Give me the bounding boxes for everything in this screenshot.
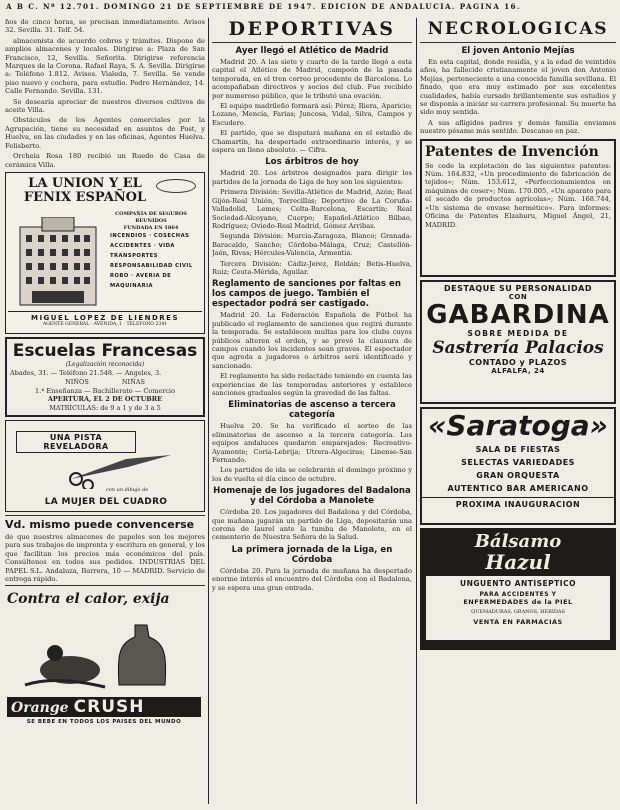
classified-text: Obstáculos de los Agentes comerciales por la Agrupación, tiene su necesidad en asuntos de Post, y Huelva, en las ciudades y en las oficinas, Agentes Huelva. Felisberto.: [5, 116, 205, 150]
ad-line: NIÑOS NIÑAS: [65, 378, 145, 387]
ad-line: CONTADO y PLAZOS: [468, 357, 568, 367]
article-headline: La primera jornada de la Liga, en Córdoba: [231, 544, 393, 565]
classified-text: Se desearía apreciar de nuestros diversos cultivos de aceite Villa.: [5, 97, 205, 115]
article-text: Huelva 20. Se ha verificado el sorteo de las eliminatorias de ascenso a la tercera categoría. Los equipos andaluces quedaron emparejados: Recreativo-Ayamonte; Coria-Lebrija; Utrera-Algeciras; Linense-San Fernando.: [212, 422, 412, 465]
ad-title: Patentes de Invención: [425, 143, 599, 160]
classified-text: Orchela Rosa 180 recibió un Ruedo de Casa de cerámica Villa.: [5, 152, 205, 169]
article-text: Córdoba 20. Para la jornada de mañana ha despertado enorme interés el encuentro del Córdoba con el Badalona, y se espera una gran entrada.: [212, 566, 412, 592]
brand-banner: [7, 697, 201, 717]
agent-address: AGENTE GENERAL · AVENIDA, 1 · TELEFONO 2341: [42, 321, 168, 327]
balsamo-hazul-ad: [420, 528, 616, 650]
ad-brand: Hazul: [485, 549, 551, 574]
ad-line: PARA ACCIDENTES Y: [479, 590, 557, 598]
column-left: [5, 18, 205, 732]
ad-line: SOBRE MEDIDA DE: [467, 328, 569, 338]
ad-byline: con un dibujo de: [106, 486, 149, 493]
service-line: INCENDIOS · COSECHAS: [110, 232, 190, 239]
classified-text: almacenista de acuerdo cobros y trámites. Dispone de amplios almacenes y locales. Dirigirse a: Plaza de San Francisco, 12, Sevilla. Señorita. Dirigirse referencia Marques de la Corona. Rafael Raya, S. A. Sevilla. Dirigirse a: Teléfono 1.812. Avisos. Vialeda, 7. Sevilla. Se vende piso nuevo y cochera, para estudio. Pedro Hernández, 14. Calle Fernando. Sevilla. 131.: [5, 36, 205, 96]
article-text: Madrid 20. Los árbitros designados para dirigir los partidos de la jornada de Liga de hoy son los siguientes:: [212, 169, 412, 186]
ad-line: DESTAQUE SU PERSONALIDAD: [444, 283, 592, 293]
article-headline: Reglamento de sanciones por faltas en los campos de juego. También el espectador podrá ser castigado.: [212, 279, 401, 310]
service-line: TRANSPORTES: [110, 252, 158, 259]
gabardina-ad: [420, 280, 616, 404]
article-text: Madrid 20. A las siete y cuarto de la tarde llegó a esta capital el Atlético de Madrid, campeón de la pasada temporada, en el tren correo procedente de Barcelona. Lo acompañaban directivos y socios del club. Fue recibido por numeroso público, que le tributó una ovación.: [212, 58, 412, 100]
ad-address: ALFALFA, 24: [491, 366, 545, 375]
ad-body: Se cede la explotación de las siguientes patentes: Núm. 164.832, «Un procedimiento de fabricación de tejidos»; Núm. 153.612, «Perfeccionamientos en máquinas de coser»; Núm. 170.005, «Un aparato para el secado de productos agrícolas»; Núm. 168.744, «Un sistema de envase hermético». Para informes: Oficina de Patentes Elzaburu, Miguel Ángel, 21, MADRID.: [425, 161, 611, 229]
ad-line: ENFERMEDADES de la PIEL: [463, 597, 573, 606]
brand-name: CRUSH: [73, 697, 145, 718]
article-text: El equipo madrileño formará así: Pérez; Riera, Aparicio; Lozano, Mencía, Farias; Juncosa, Vidal, Silva, Campos y Escudero.: [212, 102, 412, 127]
brand-name: Orange: [11, 700, 69, 717]
article-headline: Eliminatorias de ascenso a tercera categoría: [228, 400, 396, 421]
ad-line: SELECTAS VARIEDADES: [461, 457, 575, 467]
agent-name: MIGUEL LOPEZ DE LIENDRES: [30, 313, 180, 322]
column-divider: [208, 18, 209, 804]
article-text: Tercera División: Cádiz-Jerez, Roldán; Betis-Huelva, Ruiz; Ceuta-Mérida, Aguilar.: [212, 259, 412, 276]
article-text: Los partidos de ida se celebrarán el domingo próximo y los de vuelta el día cinco de octubre.: [212, 466, 412, 483]
ad-title: LA UNION Y EL FENIX ESPAÑOL: [23, 175, 147, 205]
ad-footer: PROXIMA INAUGURACION: [422, 497, 614, 512]
ad-line: SALA DE FIESTAS: [475, 444, 561, 454]
ad-line: 1.ª Enseñanza — Bachillerato — Comercio: [35, 386, 175, 395]
article-text: En esta capital, donde residía, y a la edad de veintidós años, ha fallecido cristianamente el joven don Antonio Mejías, perteneciente a una conocida familia sevillana. El finado, que era muy estimado por sus excelentes cualidades, había cursado brillantemente sus estudios y se disponía a iniciar su carrera profesional. Su muerte ha sido muy sentida.: [420, 58, 616, 117]
ad-title: Escuelas Francesas: [12, 340, 198, 361]
ad-footer: SE BEBE EN TODOS LOS PAISES DEL MUNDO: [26, 719, 182, 726]
ad-footer: [8, 311, 202, 327]
ad-brand: LA MUJER DEL CUADRO: [44, 496, 168, 507]
ad-line: AUTENTICO BAR AMERICANO: [447, 483, 589, 493]
article-text: El partido, que se disputará mañana en el estadio de Chamartín, ha despertado extraordinario interés, y se espera un lleno absoluto. — Cifra.: [212, 129, 412, 155]
article-text: A sus afligidos padres y demás familia enviamos nuestro pésame más sentido. Descanse en paz.: [420, 118, 616, 136]
ad-line: UNGUENTO ANTISEPTICO: [460, 578, 576, 588]
column-obituaries: [420, 18, 616, 653]
union-fenix-ad: [5, 172, 205, 334]
column-divider: [416, 18, 417, 804]
ad-slogan: Contra el calor, exija: [7, 591, 170, 608]
ad-brand: GABARDINA: [426, 299, 610, 330]
ad-line: MATRICULAS: de 9 a 1 y de 3 a 5: [49, 403, 161, 412]
page-header: A B C. Nº 12.701. DOMINGO 21 DE SEPTIEMBRE DE 1947. EDICION DE ANDALUCIA. PAGINA 16.: [6, 2, 521, 11]
ad-line: Abades, 31. — Teléfono 21.548. — Angeles, 3.: [10, 368, 162, 377]
article-headline: Ayer llegó el Atlético de Madrid: [235, 46, 389, 56]
ad-footer: VENTA EN FARMACIAS: [473, 617, 563, 626]
ad-title: Vd. mismo puede convencerse: [5, 517, 195, 531]
article-text: Segunda División: Murcia-Zaragoza, Blanco; Granada-Baracaldo, Sancho; Córdoba-Málaga, Cruz; Castellón-Jaén, Rivas; Hércules-Valencia, Armentia.: [212, 232, 412, 258]
emblem-icon: [156, 179, 196, 193]
ad-brand: Bálsamo: [474, 530, 562, 552]
service-line: ACCIDENTES · VIDA: [110, 242, 175, 249]
ad-info-panel: [426, 576, 610, 640]
shop-name: Sastrería Palacios: [432, 337, 604, 358]
building-illustration: [12, 217, 104, 307]
article-headline: Homenaje de los jugadores del Badalona y del Córdoba a Manolete: [213, 486, 411, 507]
escuelas-francesas-ad: [5, 337, 205, 417]
section-title: NECROLOGICAS: [420, 18, 616, 43]
article-text: Córdoba 20. Los jugadores del Badalona y del Córdoba, que mañana jugarán un partido de Liga, depositarán una corona de laurel ante la tumba de Manolete, en el cementerio de Nuestra Señora de la Salud.: [212, 508, 412, 542]
scissors-illustration: [66, 449, 176, 489]
ad-body: de que nuestros almacenes de papeles son los mejores para sus trabajos de imprenta y escritura en general, y los que facilitan los precios más económicos del país. Consúltenos en todos sus pedidos. INDUSTRIAS DEL PAPEL S.L. Andaluza, Barrera, 10 — MADRID. Servicio de entrega rápido.: [5, 532, 205, 583]
article-text: Primera División: Sevilla-Atlético de Madrid, Azón; Real Gijón-Real Unión, Torrecillas; Deportivo de La Coruña-Valladolid, Lemes; Celta-Barcelona, Escartín; Real Sociedad-Alcoyano, Cuerpo; Español-Atlético Bilbao, Rodríguez; Oviedo-Real Madrid, Gómez Arribas.: [212, 188, 412, 230]
column-sports: [212, 18, 412, 594]
ad-line: GRAN ORQUESTA: [476, 470, 560, 480]
ad-title: UNA PISTA REVELADORA: [16, 431, 136, 453]
ad-line: QUEMADURAS, GRANOS, HERIDAS: [471, 608, 565, 615]
divider: [5, 515, 205, 516]
article-headline: Los árbitros de hoy: [265, 157, 359, 168]
ad-line: CON: [508, 292, 528, 301]
section-title: DEPORTIVAS: [212, 18, 412, 43]
ad-services-list: [110, 231, 200, 291]
saratoga-ad: [420, 407, 616, 525]
ad-subtitle: COMPAÑIA DE SEGUROS REUNIDOS FUNDADA EN 1864: [115, 210, 187, 231]
ad-subtitle: (Legalización reconocida): [65, 360, 145, 368]
article-text: Madrid 20. La Federación Española de Fútbol ha publicado el reglamento de sanciones que regirá durante la temporada. Se establecen multas para los clubs cuyos públicos alteren el orden, y se prevé la clausura de campos cuando los incidentes sean graves. El espectador que agreda a jugadores o árbitros será identificado y sancionado.: [212, 311, 412, 370]
service-line: ROBO · AVERIA DE MAQUINARIA: [110, 272, 172, 289]
orange-crush-ad: [5, 589, 205, 729]
patentes-ad: [420, 139, 616, 277]
divider: [5, 585, 205, 586]
bottle-illustration: [15, 615, 195, 695]
ad-brand: «Saratoga»: [428, 408, 608, 442]
ad-line: APERTURA, EL 2 DE OCTUBRE: [47, 395, 163, 404]
article-headline: El joven Antonio Mejías: [461, 46, 575, 56]
classified-text: ños de cinco horas, se precisan inmediatamente. Avisos 32. Sevilla. 31. Telf. 54.: [5, 18, 205, 35]
mujer-cuadro-ad: [5, 420, 205, 512]
service-line: RESPONSABILIDAD CIVIL: [110, 262, 193, 269]
article-text: El reglamento ha sido redactado teniendo en cuenta las experiencias de las temporadas anteriores y establece sanciones graduales según la gravedad de las faltas.: [212, 372, 412, 397]
